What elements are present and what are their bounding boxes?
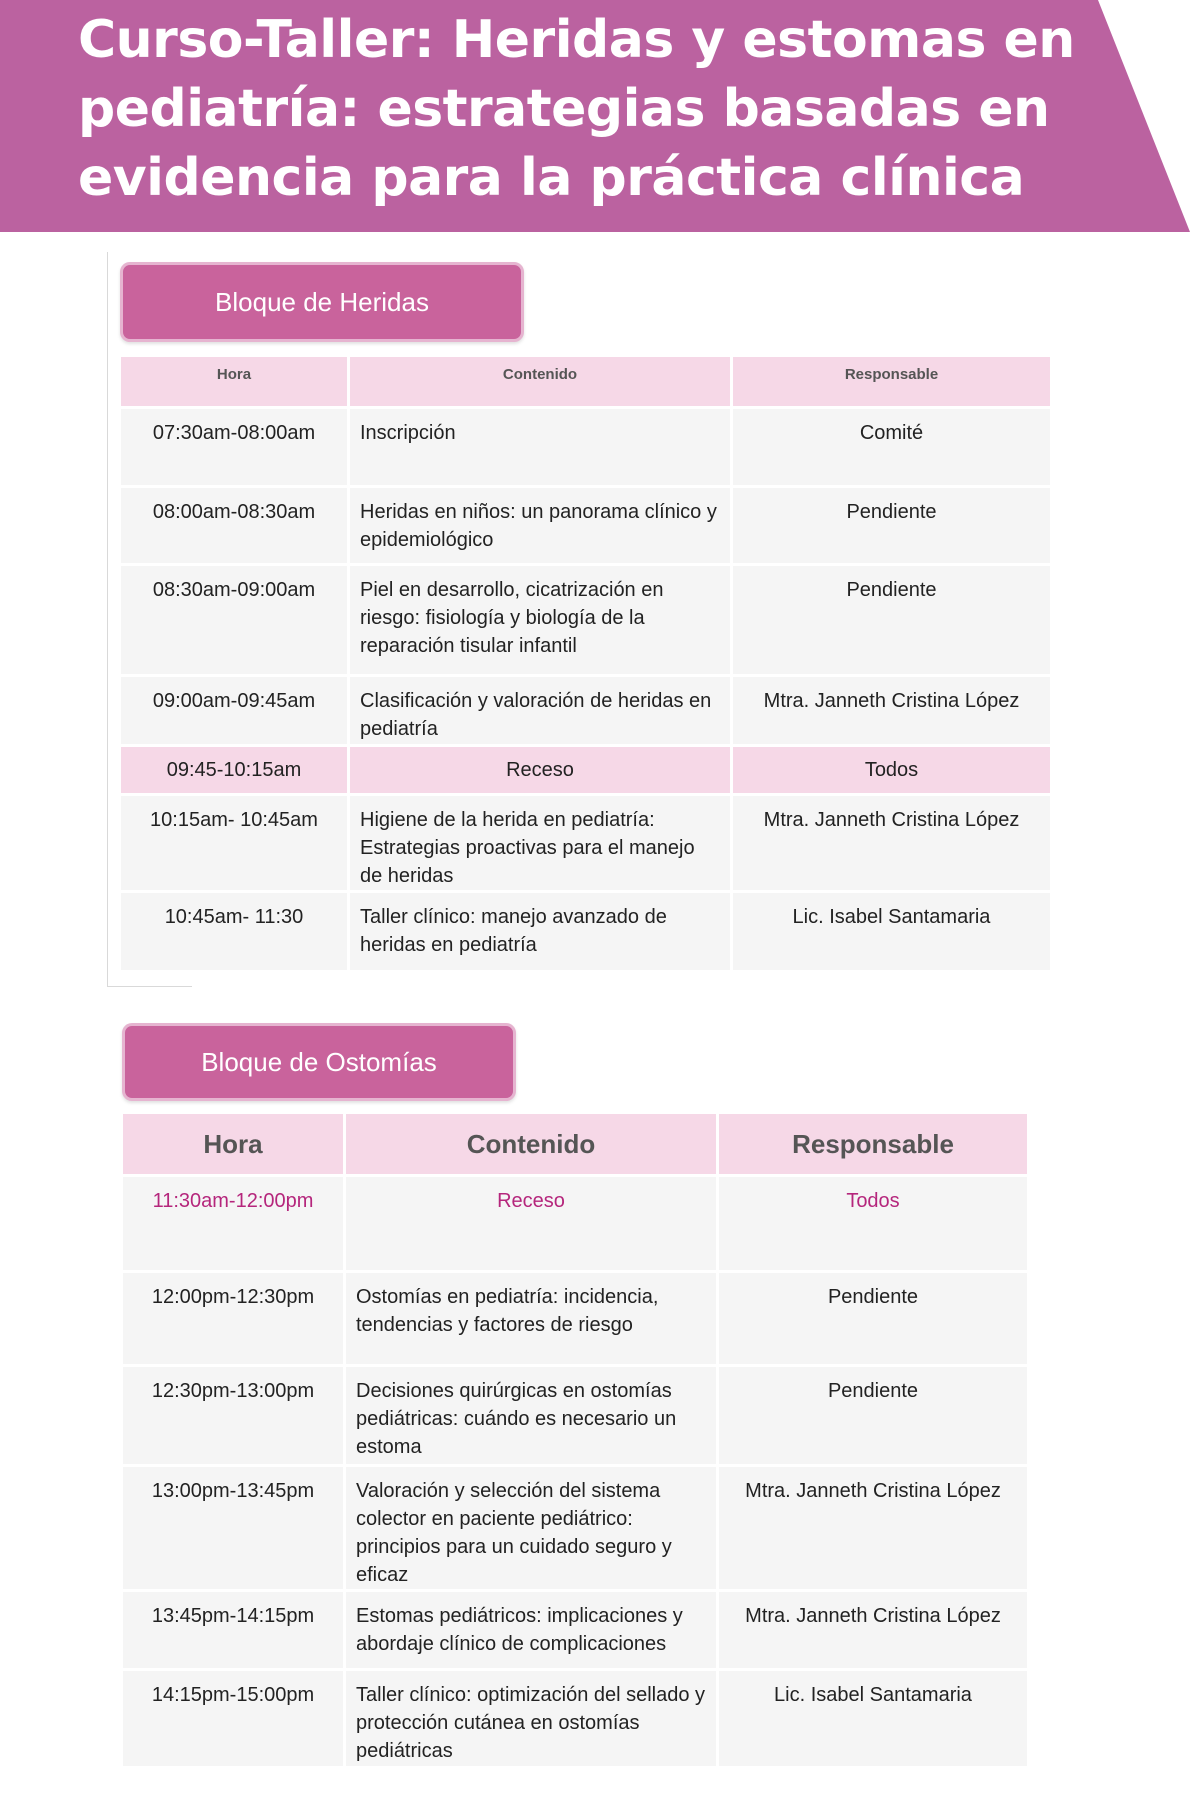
frame-line bbox=[107, 252, 108, 987]
table-row-break bbox=[123, 1177, 1027, 1270]
table-header-row bbox=[123, 1114, 1027, 1174]
cell-responsable: Mtra. Janneth Cristina López bbox=[733, 677, 1050, 744]
table-row bbox=[121, 566, 1050, 674]
frame-line bbox=[107, 986, 192, 987]
schedule-table-heridas bbox=[118, 354, 1053, 973]
cell-time: 08:30am-09:00am bbox=[121, 566, 347, 674]
cell-time: 08:00am-08:30am bbox=[121, 488, 347, 563]
cell-content: Inscripción bbox=[350, 409, 730, 485]
table-row bbox=[123, 1592, 1027, 1668]
schedule-table-ostomias bbox=[120, 1111, 1030, 1769]
table-row bbox=[121, 488, 1050, 563]
table-row bbox=[121, 409, 1050, 485]
cell-time: 13:00pm-13:45pm bbox=[123, 1467, 343, 1589]
header-contenido: Contenido bbox=[346, 1114, 716, 1174]
cell-responsable: Mtra. Janneth Cristina López bbox=[719, 1467, 1027, 1589]
cell-content: Taller clínico: optimización del sellado y protección cutánea en ostomías pediátricas bbox=[346, 1671, 716, 1766]
table-row bbox=[123, 1671, 1027, 1766]
header-contenido: Contenido bbox=[350, 357, 730, 406]
block-ostomias-label: Bloque de Ostomías bbox=[122, 1023, 516, 1101]
cell-responsable: Pendiente bbox=[733, 566, 1050, 674]
cell-responsable: Todos bbox=[733, 747, 1050, 793]
cell-responsable: Lic. Isabel Santamaria bbox=[719, 1671, 1027, 1766]
cell-content: Receso bbox=[346, 1177, 716, 1270]
cell-responsable: Pendiente bbox=[733, 488, 1050, 563]
cell-time: 09:00am-09:45am bbox=[121, 677, 347, 744]
cell-content: Clasificación y valoración de heridas en pediatría bbox=[350, 677, 730, 744]
table-row bbox=[123, 1467, 1027, 1589]
table-row bbox=[123, 1367, 1027, 1464]
cell-content: Valoración y selección del sistema colector en paciente pediátrico: principios para un cuidado seguro y eficaz bbox=[346, 1467, 716, 1589]
cell-responsable: Todos bbox=[719, 1177, 1027, 1270]
cell-responsable: Pendiente bbox=[719, 1273, 1027, 1364]
cell-time: 12:30pm-13:00pm bbox=[123, 1367, 343, 1464]
header-responsable: Responsable bbox=[719, 1114, 1027, 1174]
table-row bbox=[121, 677, 1050, 744]
table-row bbox=[123, 1273, 1027, 1364]
cell-time: 13:45pm-14:15pm bbox=[123, 1592, 343, 1668]
cell-content: Estomas pediátricos: implicaciones y abordaje clínico de complicaciones bbox=[346, 1592, 716, 1668]
cell-time: 10:15am- 10:45am bbox=[121, 796, 347, 890]
page-title: Curso-Taller: Heridas y estomas en pediatría: estrategias basadas en evidencia para la práctica clínica bbox=[78, 10, 1075, 208]
table-row bbox=[121, 893, 1050, 970]
table-row-break bbox=[121, 747, 1050, 793]
cell-responsable: Lic. Isabel Santamaria bbox=[733, 893, 1050, 970]
block-heridas-label: Bloque de Heridas bbox=[120, 262, 524, 342]
cell-responsable: Mtra. Janneth Cristina López bbox=[719, 1592, 1027, 1668]
cell-time: 12:00pm-12:30pm bbox=[123, 1273, 343, 1364]
cell-responsable: Pendiente bbox=[719, 1367, 1027, 1464]
cell-content: Piel en desarrollo, cicatrización en riesgo: fisiología y biología de la reparación tisular infantil bbox=[350, 566, 730, 674]
cell-time: 11:30am-12:00pm bbox=[123, 1177, 343, 1270]
header-banner bbox=[0, 0, 1200, 232]
header-hora: Hora bbox=[123, 1114, 343, 1174]
table-row bbox=[121, 796, 1050, 890]
cell-responsable: Mtra. Janneth Cristina López bbox=[733, 796, 1050, 890]
cell-content: Taller clínico: manejo avanzado de heridas en pediatría bbox=[350, 893, 730, 970]
cell-content: Higiene de la herida en pediatría: Estrategias proactivas para el manejo de heridas bbox=[350, 796, 730, 890]
cell-content: Ostomías en pediatría: incidencia, tendencias y factores de riesgo bbox=[346, 1273, 716, 1364]
cell-time: 09:45-10:15am bbox=[121, 747, 347, 793]
cell-time: 10:45am- 11:30 bbox=[121, 893, 347, 970]
cell-content: Receso bbox=[350, 747, 730, 793]
cell-time: 14:15pm-15:00pm bbox=[123, 1671, 343, 1766]
table-header-row bbox=[121, 357, 1050, 406]
cell-responsable: Comité bbox=[733, 409, 1050, 485]
cell-content: Heridas en niños: un panorama clínico y epidemiológico bbox=[350, 488, 730, 563]
header-hora: Hora bbox=[121, 357, 347, 406]
header-responsable: Responsable bbox=[733, 357, 1050, 406]
cell-time: 07:30am-08:00am bbox=[121, 409, 347, 485]
cell-content: Decisiones quirúrgicas en ostomías pediátricas: cuándo es necesario un estoma bbox=[346, 1367, 716, 1464]
